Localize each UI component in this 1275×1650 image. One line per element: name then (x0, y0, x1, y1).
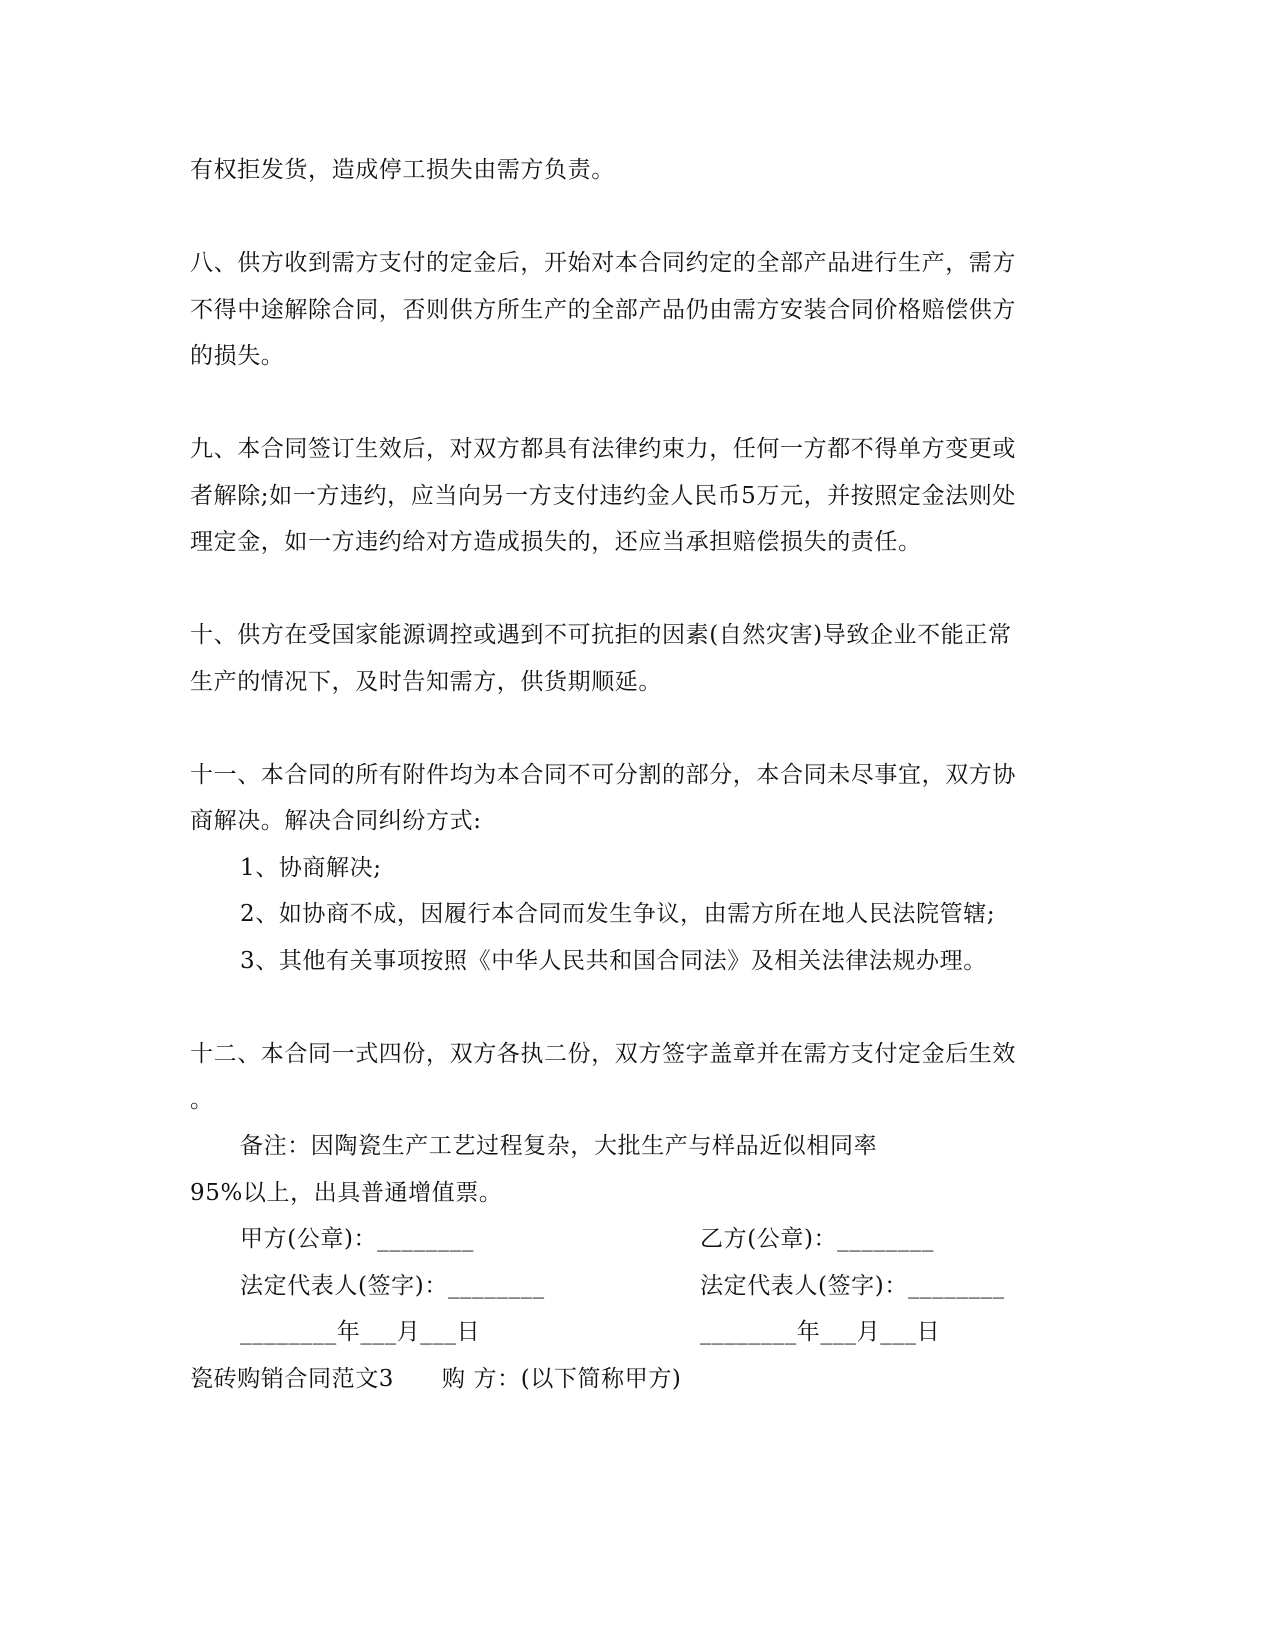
party-b-seal: 乙方(公章)：________ (700, 1226, 934, 1252)
clause-10-line-2: 生产的情况下，及时告知需方，供货期顺延。 (190, 669, 662, 695)
clause-9-line-3: 理定金，如一方违约给对方造成损失的，还应当承担赔偿损失的责任。 (190, 529, 922, 555)
next-contract-title: 瓷砖购销合同范文3 (190, 1366, 395, 1392)
clause-12-line-1: 十二、本合同一式四份，双方各执二份，双方签字盖章并在需方支付定金后生效 (190, 1041, 1016, 1067)
dispute-option-2: 2、如协商不成，因履行本合同而发生争议，由需方所在地人民法院管辖; (240, 901, 996, 927)
party-a-representative: 法定代表人(签字)：________ (240, 1273, 545, 1299)
clause-9-line-1: 九、本合同签订生效后，对双方都具有法律约束力，任何一方都不得单方变更或 (190, 436, 1016, 462)
clause-12-line-2: 。 (190, 1087, 214, 1113)
clause-11-line-2: 商解决。解决合同纠纷方式: (190, 808, 482, 834)
clause-8-line-3: 的损失。 (190, 343, 285, 369)
clause-10-line-1: 十、供方在受国家能源调控或遇到不可抗拒的因素(自然灾害)导致企业不能正常 (190, 622, 1012, 648)
buyer-label: 购 方：(以下简称甲方) (442, 1366, 682, 1392)
dispute-option-1: 1、协商解决; (240, 855, 382, 881)
clause-9-line-2: 者解除;如一方违约，应当向另一方支付违约金人民币5万元，并按照定金法则处 (190, 483, 1016, 509)
remark-line-1: 备注：因陶瓷生产工艺过程复杂，大批生产与样品近似相同率 (240, 1133, 878, 1159)
remark-line-2: 95%以上，出具普通增值票。 (190, 1180, 503, 1206)
party-b-date: ________年___月___日 (700, 1319, 941, 1345)
clause-11-line-1: 十一、本合同的所有附件均为本合同不可分割的部分，本合同未尽事宜，双方协 (190, 762, 1016, 788)
clause-8-line-2: 不得中途解除合同，否则供方所生产的全部产品仍由需方安装合同价格赔偿供方 (190, 297, 1016, 323)
party-b-representative: 法定代表人(签字)：________ (700, 1273, 1005, 1299)
next-section-header (190, 1364, 682, 1394)
dispute-option-3: 3、其他有关事项按照《中华人民共和国合同法》及相关法律法规办理。 (240, 948, 987, 974)
party-a-seal: 甲方(公章)：________ (240, 1226, 474, 1252)
text-line: 有权拒发货，造成停工损失由需方负责。 (190, 157, 615, 183)
party-a-date: ________年___月___日 (240, 1319, 481, 1345)
clause-8-line-1: 八、供方收到需方支付的定金后，开始对本合同约定的全部产品进行生产，需方 (190, 250, 1016, 276)
